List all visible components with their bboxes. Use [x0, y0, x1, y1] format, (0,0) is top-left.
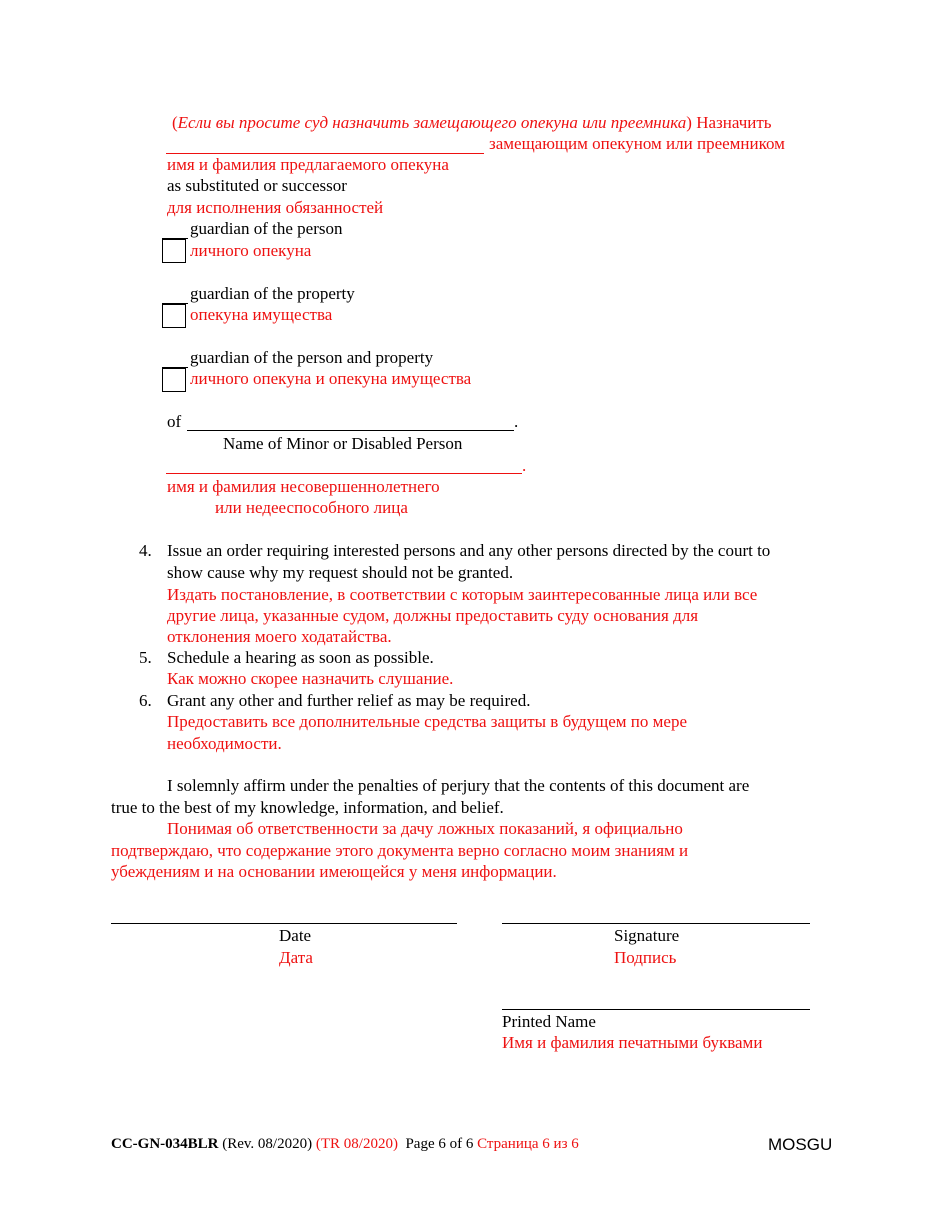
footer-form-info [111, 1134, 579, 1154]
date-label-ru: Дата [279, 948, 313, 967]
page-number-ru: Страница 6 из 6 [477, 1136, 579, 1152]
affirmation-ru-3: убеждениям и на основании имеющейся у меня информации. [111, 862, 557, 881]
substitute-name-line[interactable] [166, 153, 484, 154]
item-5-ru-1: Как можно скорее назначить слушание. [167, 669, 454, 688]
checkbox-guardian-person-property[interactable] [162, 368, 186, 392]
option-guardian-person-property-ru: личного опекуна и опекуна имущества [190, 369, 472, 388]
item-4-ru-1: Издать постановление, в соответствии с которым заинтересованные лица или все [167, 585, 758, 604]
printed-name-line[interactable] [502, 1009, 810, 1010]
minor-name-label-en: Name of Minor or Disabled Person [223, 434, 463, 453]
affirmation-ru-2: подтверждаю, что содержание этого документа верно согласно моим знаниям и [111, 841, 689, 860]
minor-name-label-ru-1: имя и фамилия несовершеннолетнего [167, 477, 440, 496]
translation-revision: (TR 08/2020) [315, 1136, 398, 1152]
date-label-en: Date [279, 926, 312, 945]
signature-label-ru: Подпись [614, 948, 677, 967]
option-guardian-person-property-en: guardian of the person and property [190, 348, 434, 367]
option-guardian-person-ru: личного опекуна [190, 241, 312, 260]
item-4-ru-3: отклонения моего ходатайства. [167, 627, 392, 646]
form-code: CC-GN-034BLR [111, 1136, 219, 1152]
item-4-en-1: Issue an order requiring interested persons and any other persons directed by the court to [167, 541, 771, 560]
date-line[interactable] [111, 923, 457, 924]
signature-line[interactable] [502, 923, 810, 924]
of-period-ru: . [522, 456, 527, 475]
printed-name-label-en: Printed Name [502, 1012, 596, 1031]
minor-name-label-ru-2: или недееспособного лица [215, 498, 408, 517]
checkbox-guardian-person[interactable] [162, 239, 186, 263]
option-guardian-property-ru: опекуна имущества [190, 305, 333, 324]
item-5-en-1: Schedule a hearing as soon as possible. [167, 648, 434, 667]
substitute-role-en: as substituted or successor [167, 176, 347, 195]
item-4-en-2: show cause why my request should not be granted. [167, 563, 514, 582]
of-label: of [167, 412, 182, 431]
item-4-ru-2: другие лица, указанные судом, должны предоставить суду основания для [167, 606, 699, 625]
substitute-appointed-as: замещающим опекуном или преемником [489, 134, 785, 153]
checkbox-guardian-property[interactable] [162, 304, 186, 328]
affirmation-en-2: true to the best of my knowledge, information, and belief. [111, 798, 504, 817]
item-6-en-1: Grant any other and further relief as may be required. [167, 691, 531, 710]
substitute-name-label: имя и фамилия предлагаемого опекуна [167, 155, 449, 174]
of-period: . [514, 412, 519, 431]
item-number: 5. [139, 648, 152, 667]
substitute-condition: (Если вы просите суд назначить замещающего опекуна или преемника) Назначить [172, 113, 772, 132]
minor-name-line-ru[interactable] [166, 473, 522, 474]
item-number: 4. [139, 541, 152, 560]
affirmation-en-1: I solemnly affirm under the penalties of perjury that the contents of this document are [167, 776, 750, 795]
substitute-role-ru: для исполнения обязанностей [167, 198, 384, 217]
affirmation-ru-1: Понимая об ответственности за дачу ложных показаний, я официально [167, 819, 683, 838]
item-number: 6. [139, 691, 152, 710]
page-number-en: Page 6 of 6 [405, 1136, 474, 1152]
form-revision: (Rev. 08/2020) [222, 1136, 313, 1152]
signature-label-en: Signature [614, 926, 680, 945]
item-6-ru-1: Предоставить все дополнительные средства защиты в будущем по мере [167, 712, 687, 731]
minor-name-line[interactable] [187, 430, 514, 431]
option-guardian-property-en: guardian of the property [190, 284, 355, 303]
printed-name-label-ru: Имя и фамилия печатными буквами [502, 1033, 763, 1052]
item-6-ru-2: необходимости. [167, 734, 282, 753]
option-guardian-person-en: guardian of the person [190, 219, 343, 238]
stamp-code: MOSGU [768, 1135, 833, 1154]
